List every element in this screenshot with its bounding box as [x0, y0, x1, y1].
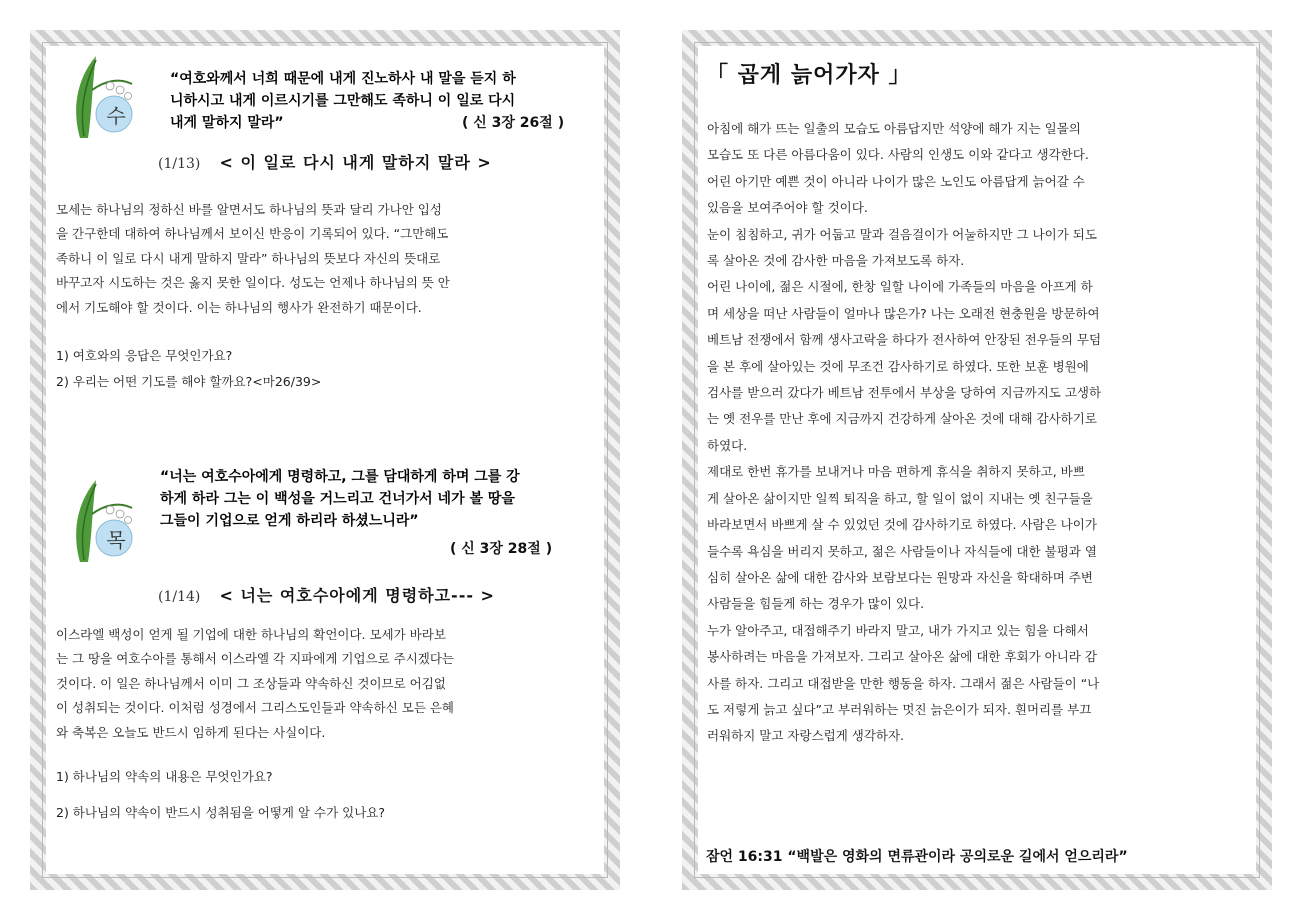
body-line: 눈이 침침하고, 귀가 어둡고 말과 걸음걸이가 어눌하지만 그 나이가 되도	[707, 226, 1097, 242]
verse-reference: ( 신 3장 28절 )	[450, 541, 553, 557]
proverb-footer: 잠언 16:31 “백발은 영화의 면류관이라 공의로운 길에서 얻으리라”	[706, 849, 1128, 865]
verse-reference: ( 신 3장 26절 )	[462, 115, 565, 131]
date-label: (1/14)	[158, 589, 201, 605]
body-line: 족하니 이 일로 다시 내게 말하지 말라” 하나님의 뜻보다 자신의 뜻대로	[56, 250, 441, 266]
devotion-body	[56, 623, 454, 745]
verse-line: “여호와께서 너희 때문에 내게 진노하사 내 말을 듣지 하	[170, 71, 516, 87]
section-title: < 너는 여호수아에게 명령하고--- >	[219, 586, 495, 605]
body-line: 들수록 욕심을 버리지 못하고, 젊은 사람들이나 자식들에 대한 불평과 열	[707, 543, 1097, 559]
body-line: 는 그 땅을 여호수아를 통해서 이스라엘 각 지파에게 기업으로 주시겠다는	[56, 651, 455, 667]
question-item: 1) 여호와의 응답은 무엇인가요?	[56, 348, 233, 363]
body-line: 어린 나이에, 젊은 시절에, 한창 일할 나이에 가족들의 마음을 아프게 하	[707, 279, 1093, 295]
body-line: 을 본 후에 살아있는 것에 무조건 감사하기로 하였다. 또한 보훈 병원에	[707, 358, 1089, 374]
section-title: < 이 일로 다시 내게 말하지 말라 >	[219, 153, 492, 172]
body-line: 며 세상을 떠난 사람들이 얼마나 많은가? 나는 오래전 현충원을 방문하여	[707, 305, 1100, 321]
body-line: 모습도 또 다른 아름다움이 있다. 사람의 인생도 이와 같다고 생각한다.	[707, 147, 1089, 163]
verse-line: 니하시고 내게 이르시기를 그만해도 족하니 이 일로 다시	[170, 93, 516, 109]
body-line: 사를 하자. 그리고 대접받을 만한 행동을 하자. 그래서 젊은 사람들이 “나	[707, 675, 1100, 691]
body-line: 에서 기도해야 할 것이다. 이는 하나님의 행사가 완전하기 때문이다.	[56, 299, 422, 315]
body-line: 심히 살아온 삶에 대한 감사와 보람보다는 원망과 자신을 학대하며 주변	[707, 569, 1093, 585]
devotion-body	[56, 198, 450, 320]
body-line: 있음을 보여주어야 할 것이다.	[707, 200, 868, 216]
body-line: 제대로 한번 휴가를 보내거나 마음 편하게 휴식을 취하지 못하고, 바쁘	[707, 464, 1085, 480]
body-line: 누가 알아주고, 대접해주기 바라지 말고, 내가 가지고 있는 힘을 다해서	[707, 622, 1089, 638]
body-line: 는 옛 전우를 만난 후에 지금까지 건강하게 살아온 것에 대해 감사하기로	[707, 411, 1097, 427]
body-line: 봉사하려는 마음을 가져보자. 그리고 살아온 삶에 대한 후회가 아니라 감	[707, 649, 1097, 665]
body-line: 록 살아온 것에 감사한 마음을 가져보도록 하자.	[707, 253, 965, 269]
body-line: 이 성취되는 것이다. 이처럼 성경에서 그리스도인들과 약속하신 모든 은혜	[56, 700, 455, 716]
body-line: 이스라엘 백성이 얻게 될 기업에 대한 하나님의 확언이다. 모세가 바라보	[56, 627, 446, 642]
body-line: 게 살아온 삶이지만 일찍 퇴직을 하고, 할 일이 없이 지내는 옛 친구들을	[707, 490, 1093, 506]
question-item: 2) 우리는 어떤 기도를 해야 할까요?<마26/39>	[56, 374, 322, 389]
day-badge-label: 목	[106, 528, 126, 552]
body-line: 사람들을 힘들게 하는 경우가 많이 있다.	[707, 596, 925, 612]
date-label: (1/13)	[158, 156, 201, 172]
body-line: 어린 아기만 예쁜 것이 아니라 나이가 많은 노인도 아름답게 늙어갈 수	[707, 173, 1085, 189]
verse-line: 그들이 기업으로 얻게 하리라 하셨느니라”	[160, 513, 419, 529]
question-item: 1) 하나님의 약속의 내용은 무엇인가요?	[56, 769, 273, 784]
verse-text	[160, 466, 520, 532]
question-item: 2) 하나님의 약속이 반드시 성취됨을 어떻게 알 수가 있나요?	[56, 805, 385, 820]
verse-line: 하게 하라 그는 이 백성을 거느리고 건너가서 네가 볼 땅을	[160, 491, 515, 507]
verse-line: 내게 말하지 말라”	[170, 115, 284, 131]
essay-title: 「 곱게 늙어가자 」	[706, 63, 912, 88]
section-heading	[158, 150, 492, 173]
body-line: 아침에 해가 뜨는 일출의 모습도 아름답지만 석양에 해가 지는 일몰의	[707, 121, 1081, 136]
body-line: 바꾸고자 시도하는 것은 옳지 못한 일이다. 성도는 언제나 하나님의 뜻 안	[56, 275, 450, 291]
body-line: 것이다. 이 일은 하나님께서 이미 그 조상들과 약속하신 것이므로 어김없	[56, 675, 446, 691]
body-line: 도 저렇게 늙고 싶다”고 부러워하는 멋진 늙은이가 되자. 흰머리를 부끄	[707, 701, 1092, 717]
essay-body	[707, 116, 1247, 750]
body-line: 하였다.	[707, 437, 748, 453]
body-line: 을 간구한데 대하여 하나님께서 보이신 반응이 기록되어 있다. “그만해도	[56, 226, 449, 242]
body-line: 바라보면서 바쁘게 살 수 있었던 것에 감사하기로 하였다. 사람은 나이가	[707, 517, 1097, 533]
section-heading	[158, 583, 495, 606]
body-line: 러워하지 말고 자랑스럽게 생각하자.	[707, 728, 905, 744]
verse-line: “너는 여호수아에게 명령하고, 그를 담대하게 하며 그를 강	[160, 469, 520, 485]
body-line: 검사를 받으러 갔다가 베트남 전투에서 부상을 당하여 지금까지도 고생하	[707, 385, 1102, 401]
body-line: 와 축복은 오늘도 반드시 임하게 된다는 사실이다.	[56, 724, 326, 740]
body-line: 모세는 하나님의 정하신 바를 알면서도 하나님의 뜻과 달리 가나안 입성	[56, 202, 442, 217]
day-badge-label: 수	[106, 104, 126, 128]
body-line: 베트남 전쟁에서 함께 생사고락을 하다가 전사하여 안장된 전우들의 무덤	[707, 332, 1102, 348]
